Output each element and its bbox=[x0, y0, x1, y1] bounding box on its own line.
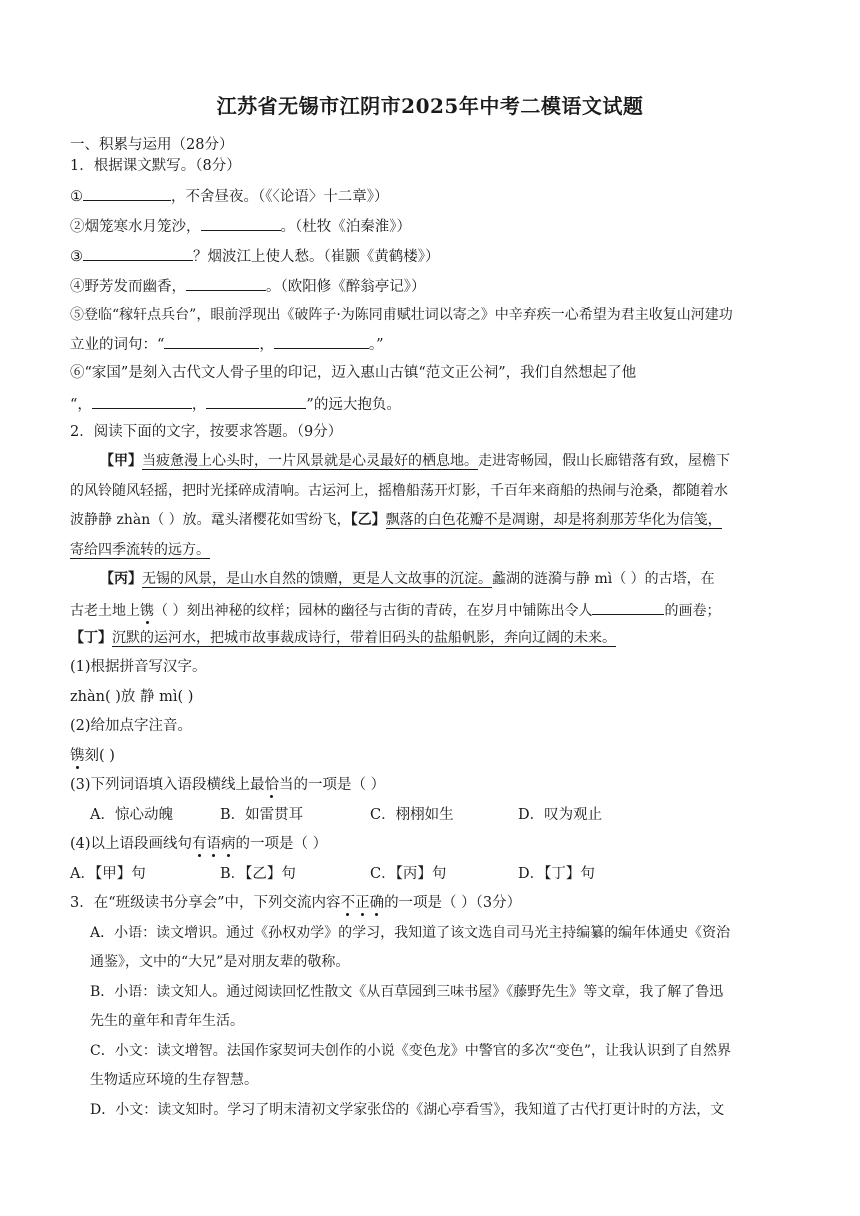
q1-item-1-suffix: ，不舍昼夜。（《〈论语〉十二章》） bbox=[171, 189, 389, 205]
section-heading: 一、积累与运用（28分） bbox=[70, 137, 234, 153]
q1-item-6-mid: ， bbox=[191, 397, 207, 413]
answer-blank[interactable] bbox=[274, 333, 369, 349]
q1-item-2-prefix: ②烟笼寒水月笼沙， bbox=[70, 219, 201, 235]
question-text: (3)下列词语填入语段横线上最 bbox=[70, 777, 265, 793]
q1-item-3-suffix: ？烟波江上使人愁。（崔颢《黄鹤楼》） bbox=[193, 249, 440, 265]
q1-item-5-mid: ， bbox=[259, 337, 274, 353]
q2-sub1-answer[interactable]: zhàn( )放 静 mì( ) bbox=[70, 689, 194, 705]
q3-option-b-line2: 先生的童年和青年生活。 bbox=[90, 1013, 244, 1029]
dotted-char: 有 bbox=[192, 836, 207, 852]
q2-sub4-option-c[interactable]: C．【丙】句 bbox=[370, 866, 447, 882]
dotted-char: 语 bbox=[206, 836, 222, 852]
q2-sub3 bbox=[70, 775, 385, 795]
passage-p1-line4 bbox=[70, 540, 210, 560]
passage-text: 古老土地上 bbox=[70, 603, 140, 619]
q1-item-1 bbox=[70, 185, 389, 207]
q1-item-2 bbox=[70, 215, 411, 237]
q1-item-6-suffix: ”的远大抱负。 bbox=[306, 397, 401, 413]
question-text: 当的一项是（ ） bbox=[279, 777, 386, 793]
q2-sub4-option-b[interactable]: B．【乙】句 bbox=[220, 866, 296, 882]
q1-item-4-prefix: ④野芳发而幽香， bbox=[70, 279, 186, 295]
answer-blank[interactable] bbox=[201, 215, 281, 231]
q2-sub3-option-d[interactable]: D．叹为观止 bbox=[518, 807, 603, 823]
answer-blank[interactable] bbox=[83, 185, 171, 201]
dotted-char: 恰 bbox=[264, 777, 280, 793]
q1-item-5-prefix: 立业的词句：“ bbox=[70, 337, 165, 353]
q3-stem bbox=[70, 893, 521, 913]
q1-item-5-line1: ⑤登临“稼轩点兵台”，眼前浮现出《破阵子·为陈同甫赋壮词以寄之》中辛弃疾一心希望为君主收复山河建功 bbox=[70, 307, 733, 323]
page-title: 江苏省无锡市江阴市2025年中考二模语文试题 bbox=[216, 94, 644, 118]
underlined-sentence-yi-cont: 寄给四季流转的远方。 bbox=[70, 542, 210, 558]
passage-p1-line3 bbox=[70, 510, 722, 530]
q1-item-5-suffix: 。” bbox=[368, 337, 384, 353]
question-text: 的一项是（ ）（3分） bbox=[384, 895, 522, 911]
answer-blank[interactable] bbox=[83, 245, 193, 261]
passage-text: （ ）刻出神秘的纹样；园林的幽径与古街的青砖，在岁月中铺陈出令人 bbox=[154, 603, 593, 619]
passage-p1-line2: 的风铃随风轻摇，把时光揉碎成清响。古运河上，摇橹船荡开灯影，千百年来商船的热闹与沧桑，都随着水 bbox=[70, 483, 728, 499]
question-text: 3．在“班级读书分享会”中，下列交流内容 bbox=[70, 895, 341, 911]
q1-item-6-line2 bbox=[70, 393, 401, 415]
q1-item-4 bbox=[70, 275, 426, 297]
question-text: 的一项是（ ） bbox=[235, 836, 328, 852]
q1-item-6-line1: ⑥“家国”是刻入古代文人骨子里的印记，迈入惠山古镇“范文正公祠”，我们自然想起了他 bbox=[70, 365, 637, 381]
label-jia: 【甲】 bbox=[100, 453, 142, 469]
underlined-sentence-yi: 飘落的白色花瓣不是凋谢，却是将刹那芳华化为信笺， bbox=[385, 512, 722, 528]
answer-blank[interactable] bbox=[206, 393, 306, 409]
dotted-char: 确 bbox=[369, 895, 385, 911]
q1-stem: 1．根据课文默写。（8分） bbox=[70, 158, 241, 174]
passage-p2-line2 bbox=[70, 599, 720, 621]
dotted-char: 正 bbox=[355, 895, 370, 911]
q3-option-d-line1[interactable]: D．小文：读文知时。学习了明末清初文学家张岱的《湖心亭看雪》，我知道了古代打更计时的方法，文 bbox=[90, 1102, 725, 1118]
dotted-char: 镌 bbox=[140, 603, 154, 619]
passage-text: 走进寄畅园，假山长廊错落有致，屋檐下 bbox=[478, 453, 730, 469]
q3-option-c-line1[interactable]: C．小文：读文增智。法国作家契诃夫创作的小说《变色龙》中警官的多次“变色”，让我认识到了自然界 bbox=[90, 1043, 732, 1059]
q2-sub3-option-a[interactable]: A．惊心动魄 bbox=[90, 807, 173, 823]
question-text: (4)以上语段画线句 bbox=[70, 836, 193, 852]
q1-item-4-suffix: 。（欧阳修《醉翁亭记》） bbox=[266, 279, 426, 295]
passage-text: 波静静 zhàn（ ）放。鼋头渚樱花如雪纷飞， bbox=[70, 512, 351, 528]
q2-sub2: (2)给加点字注音。 bbox=[70, 718, 193, 734]
answer-paren: 刻( ) bbox=[84, 748, 115, 764]
label-bing: 【丙】 bbox=[100, 571, 142, 587]
q1-item-6-prefix: “， bbox=[70, 397, 92, 413]
q2-stem: 2．阅读下面的文字，按要求答题。（9分） bbox=[70, 424, 343, 440]
passage-p1-line1 bbox=[100, 451, 730, 471]
passage-p2-line3 bbox=[70, 628, 616, 648]
answer-blank[interactable] bbox=[592, 599, 664, 615]
answer-blank[interactable] bbox=[186, 275, 266, 291]
answer-blank[interactable] bbox=[92, 393, 192, 409]
q2-sub4 bbox=[70, 834, 327, 854]
q3-option-c-line2: 生物适应环境的生存智慧。 bbox=[90, 1072, 258, 1088]
underlined-sentence-bing: 无锡的风景，是山水自然的馈赠，更是人文故事的沉淀。 bbox=[142, 571, 492, 587]
q1-item-5-line2 bbox=[70, 333, 384, 355]
label-ding: 【丁】 bbox=[70, 630, 112, 646]
q3-option-a-line2: 通鉴》，文中的“大兄”是对朋友辈的敬称。 bbox=[90, 954, 350, 970]
q2-sub2-answer[interactable] bbox=[70, 746, 115, 766]
passage-p2-line1 bbox=[100, 569, 715, 589]
passage-text: 的画卷； bbox=[664, 603, 721, 619]
label-yi: 【乙】 bbox=[350, 512, 386, 528]
q2-sub4-option-d[interactable]: D．【丁】句 bbox=[518, 866, 595, 882]
answer-blank[interactable] bbox=[164, 333, 259, 349]
q1-item-2-suffix: 。（杜牧《泊秦淮》） bbox=[280, 219, 411, 235]
q3-option-b-line1[interactable]: B．小语：读文知人。通过阅读回忆性散文《从百草园到三味书屋》《藤野先生》等文章，我了解了鲁迅 bbox=[90, 984, 724, 1000]
q2-sub1: (1)根据拼音写汉字。 bbox=[70, 659, 207, 675]
q1-item-3-prefix: ③ bbox=[70, 249, 83, 265]
q1-item-1-prefix: ① bbox=[70, 189, 83, 205]
q3-option-a-line1[interactable]: A．小语：读文增识。通过《孙权劝学》的学习，我知道了该文选自司马光主持编纂的编年体通史《资治 bbox=[90, 925, 731, 941]
dotted-char: 镌 bbox=[70, 748, 85, 764]
underlined-sentence-ding: 沉默的运河水，把城市故事裁成诗行，带着旧码头的盐船帆影，奔向辽阔的未来。 bbox=[112, 630, 616, 646]
q2-sub3-option-b[interactable]: B．如雷贯耳 bbox=[220, 807, 304, 823]
passage-text: 蠡湖的涟漪与静 mì（ ）的古塔，在 bbox=[492, 571, 715, 587]
dotted-char: 不 bbox=[340, 895, 356, 911]
underlined-sentence-jia: 当疲惫漫上心头时，一片风景就是心灵最好的栖息地。 bbox=[142, 453, 478, 469]
dotted-char: 病 bbox=[221, 836, 236, 852]
q2-sub3-option-c[interactable]: C．栩栩如生 bbox=[370, 807, 454, 823]
q1-item-3 bbox=[70, 245, 440, 267]
q2-sub4-option-a[interactable]: A．【甲】句 bbox=[70, 866, 146, 882]
